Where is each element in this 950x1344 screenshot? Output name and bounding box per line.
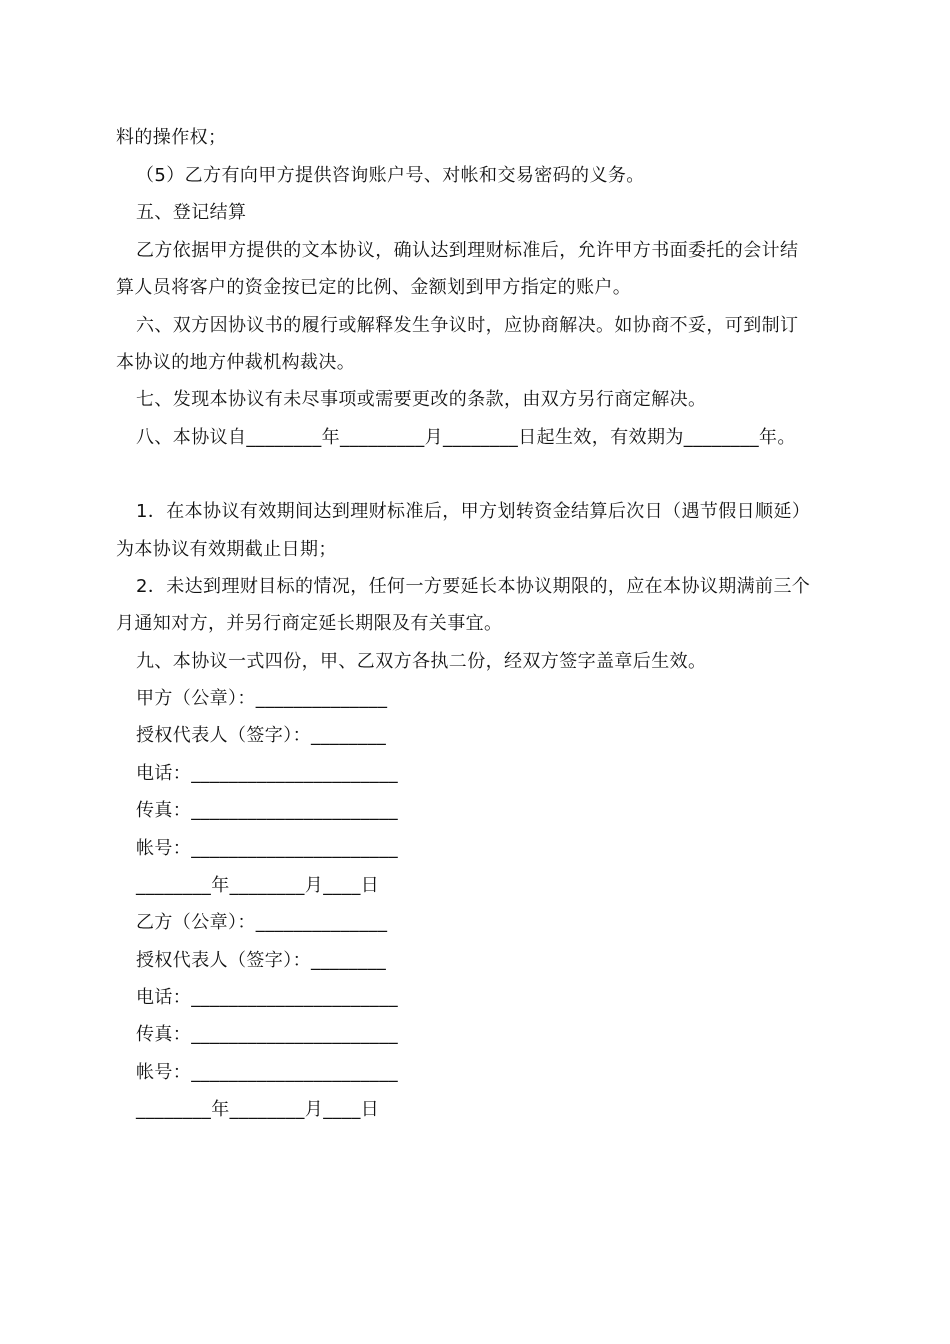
text-line: 月通知对方，并另行商定延长期限及有关事宜。 [116,613,503,634]
party-a-seal-field: 甲方（公章）：______________ [136,688,388,709]
text-line: （5）乙方有向甲方提供咨询账户号、对帐和交易密码的义务。 [136,165,645,186]
party-b-seal-field: 乙方（公章）：______________ [136,912,388,933]
party-b-account-field: 帐号：______________________ [136,1062,398,1083]
text-line: 八、本协议自________年_________月________日起生效，有效期为________年。 [136,427,796,448]
text-line: 算人员将客户的资金按已定的比例、金额划到甲方指定的账户。 [116,277,632,298]
text-line: 为本协议有效期截止日期； [116,539,337,560]
text-line: 本协议的地方仲裁机构裁决。 [116,352,356,373]
text-line: 六、双方因协议书的履行或解释发生争议时，应协商解决。如协商不妥，可到制订 [136,315,799,336]
text-line: 乙方依据甲方提供的文本协议，确认达到理财标准后，允许甲方书面委托的会计结 [136,240,799,261]
party-a-account-field: 帐号：______________________ [136,838,398,859]
party-b-date-field: ________年________月____日 [136,1099,380,1120]
party-a-phone-field: 电话：______________________ [136,763,398,784]
section-heading: 五、登记结算 [136,202,247,223]
text-line: 七、发现本协议有未尽事项或需要更改的条款，由双方另行商定解决。 [136,389,707,410]
party-a-date-field: ________年________月____日 [136,875,380,896]
party-b-representative-field: 授权代表人（签字）：________ [136,950,387,971]
text-line: 2．未达到理财目标的情况，任何一方要延长本协议期限的，应在本协议期满前三个 [136,576,811,597]
text-line: 1．在本协议有效期间达到理财标准后，甲方划转资金结算后次日（遇节假日顺延） [136,501,811,522]
party-b-fax-field: 传真：______________________ [136,1024,398,1045]
party-a-fax-field: 传真：______________________ [136,800,398,821]
party-b-phone-field: 电话：______________________ [136,987,398,1008]
text-line: 料的操作权； [116,127,227,148]
party-a-representative-field: 授权代表人（签字）：________ [136,725,387,746]
text-line: 九、本协议一式四份，甲、乙双方各执二份，经双方签字盖章后生效。 [136,651,707,672]
